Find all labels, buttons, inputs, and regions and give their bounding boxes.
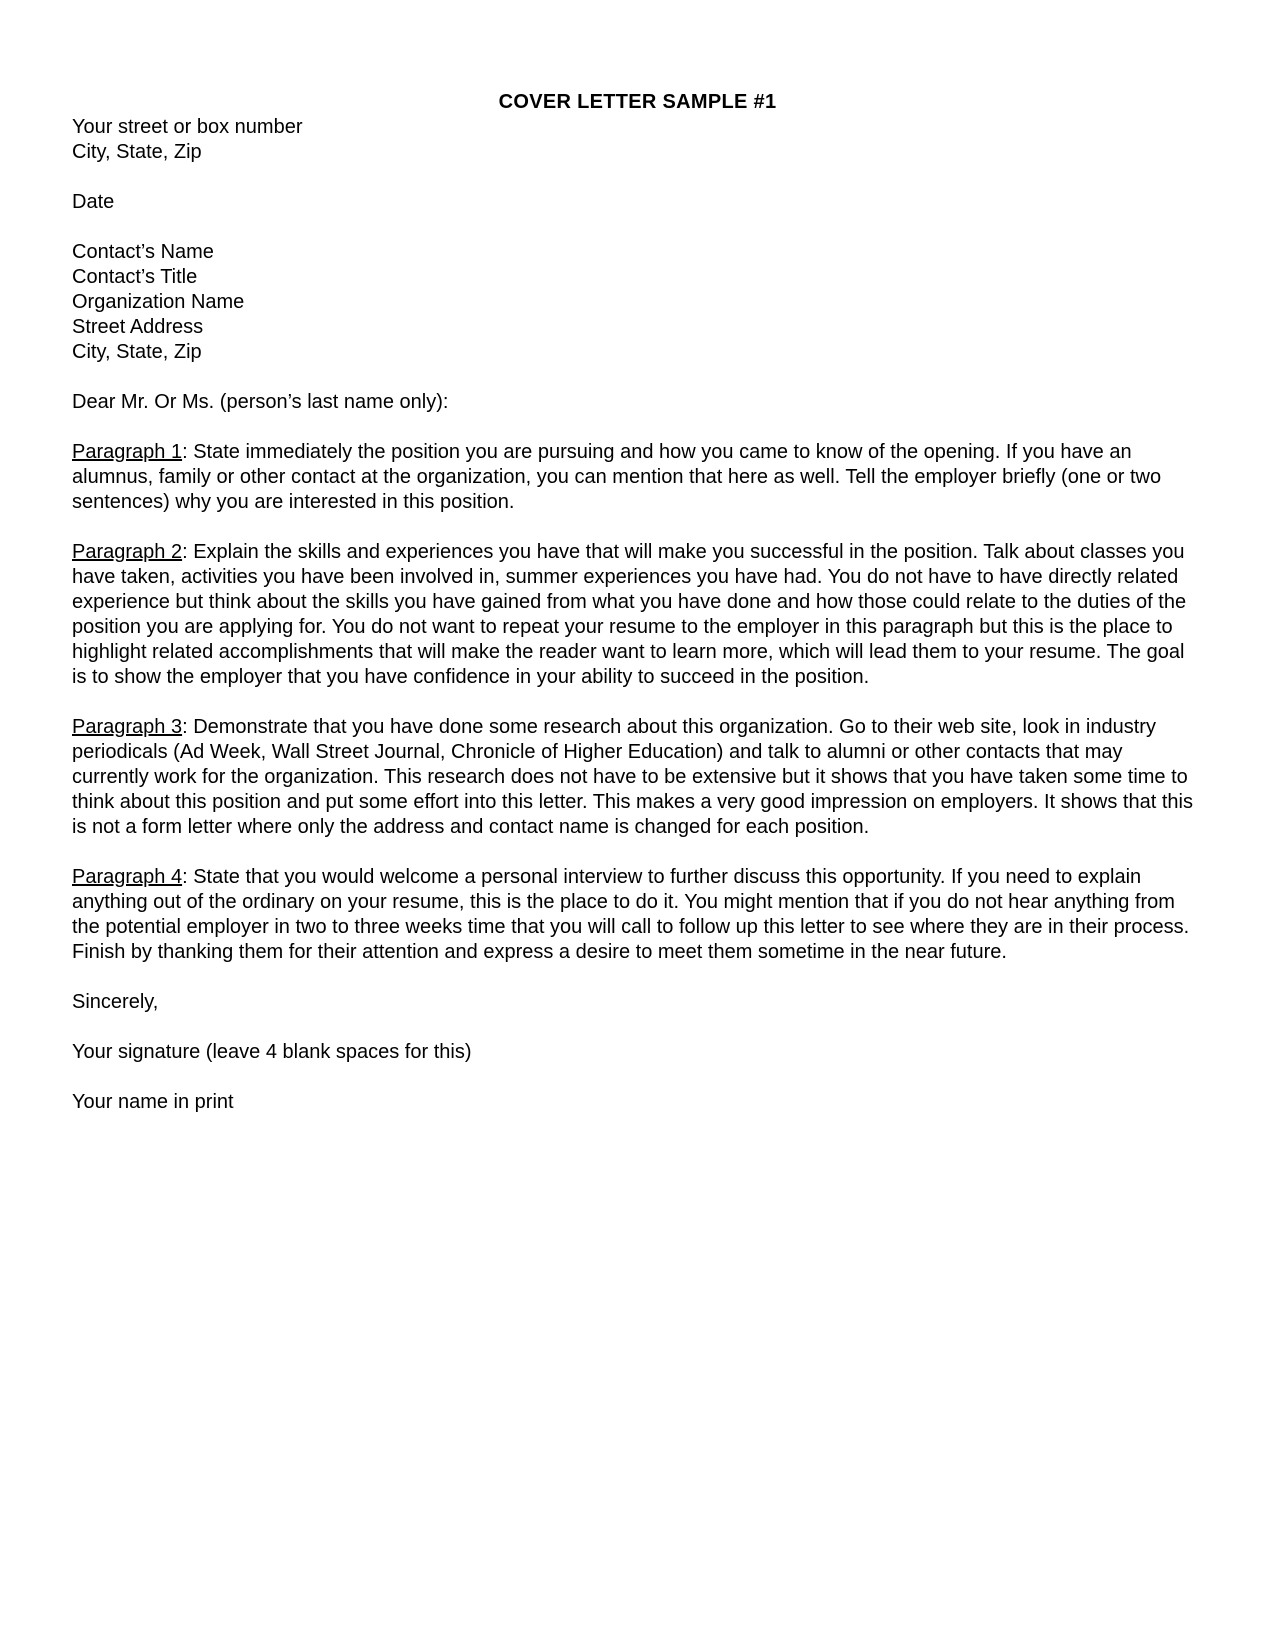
paragraph-2-label: Paragraph 2 [72, 541, 183, 563]
paragraph-1 [72, 440, 1203, 515]
spacer [72, 215, 1203, 240]
paragraph-3-separator: : [182, 716, 194, 738]
spacer [72, 165, 1203, 190]
spacer [72, 1015, 1203, 1040]
paragraph-4-text: State that you would welcome a personal interview to further discuss this opportunity. If you need to explain anything out of the ordinary on your resume, this is the place to do it. You might mention that if you do not hear anything from the potential employer in two to three weeks time that you will call to follow up this letter to see where they are in their process. Finish by thanking them for their attention and express a desire to meet them sometime in the near future. [72, 866, 1190, 963]
recipient-street-line: Street Address [72, 316, 204, 338]
recipient-title-line: Contact’s Title [72, 266, 198, 288]
paragraph-3 [72, 715, 1203, 840]
sender-street-line: Your street or box number [72, 116, 303, 138]
paragraph-3-label: Paragraph 3 [72, 716, 183, 738]
spacer [72, 1065, 1203, 1090]
recipient-organization-line: Organization Name [72, 291, 245, 313]
spacer [72, 365, 1203, 390]
sender-city-state-zip-line: City, State, Zip [72, 141, 202, 163]
paragraph-3-text: Demonstrate that you have done some research about this organization. Go to their web site, look in industry periodicals (Ad Week, Wall Street Journal, Chronicle of Higher Education) and talk to alumni or other contacts that may currently work for the organization. This research does not have to be extensive but it shows that you have taken some time to think about this position and put some effort into this letter. This makes a very good impression on employers. It shows that this is not a form letter where only the address and contact name is changed for each position. [72, 716, 1193, 838]
paragraph-1-separator: : [182, 441, 194, 463]
paragraph-4-label: Paragraph 4 [72, 866, 183, 888]
paragraph-1-label: Paragraph 1 [72, 441, 183, 463]
paragraph-2-text: Explain the skills and experiences you have that will make you successful in the position. Talk about classes you have taken, activities you have been involved in, summer experiences you have had. You do not have to have directly related experience but think about the skills you have gained from what you have done and how those could relate to the duties of the position you are applying for. You do not want to repeat your resume to the employer in this paragraph but this is the place to highlight related accomplishments that will make the reader want to learn more, which will lead them to your resume. The goal is to show the employer that you have confidence in your ability to succeed in the position. [72, 541, 1187, 688]
signature-note-line: Your signature (leave 4 blank spaces for this) [72, 1041, 472, 1063]
recipient-name-line: Contact’s Name [72, 241, 214, 263]
recipient-city-state-zip-line: City, State, Zip [72, 341, 202, 363]
paragraph-2 [72, 540, 1203, 690]
spacer [72, 965, 1203, 990]
date-line: Date [72, 191, 115, 213]
spacer [72, 515, 1203, 540]
paragraph-1-text: State immediately the position you are pursuing and how you came to know of the opening. If you have an alumnus, family or other contact at the organization, you can mention that here as well. Tell the employer briefly (one or two sentences) why you are interested in this position. [72, 441, 1162, 513]
spacer [72, 415, 1203, 440]
paragraph-2-separator: : [182, 541, 194, 563]
printed-name-line: Your name in print [72, 1091, 234, 1113]
paragraph-4-separator: : [182, 866, 194, 888]
document-title: COVER LETTER SAMPLE #1 [498, 91, 777, 113]
spacer [72, 690, 1203, 715]
paragraph-4 [72, 865, 1203, 965]
valediction-line: Sincerely, [72, 991, 159, 1013]
spacer [72, 840, 1203, 865]
salutation-line: Dear Mr. Or Ms. (person’s last name only): [72, 391, 449, 413]
